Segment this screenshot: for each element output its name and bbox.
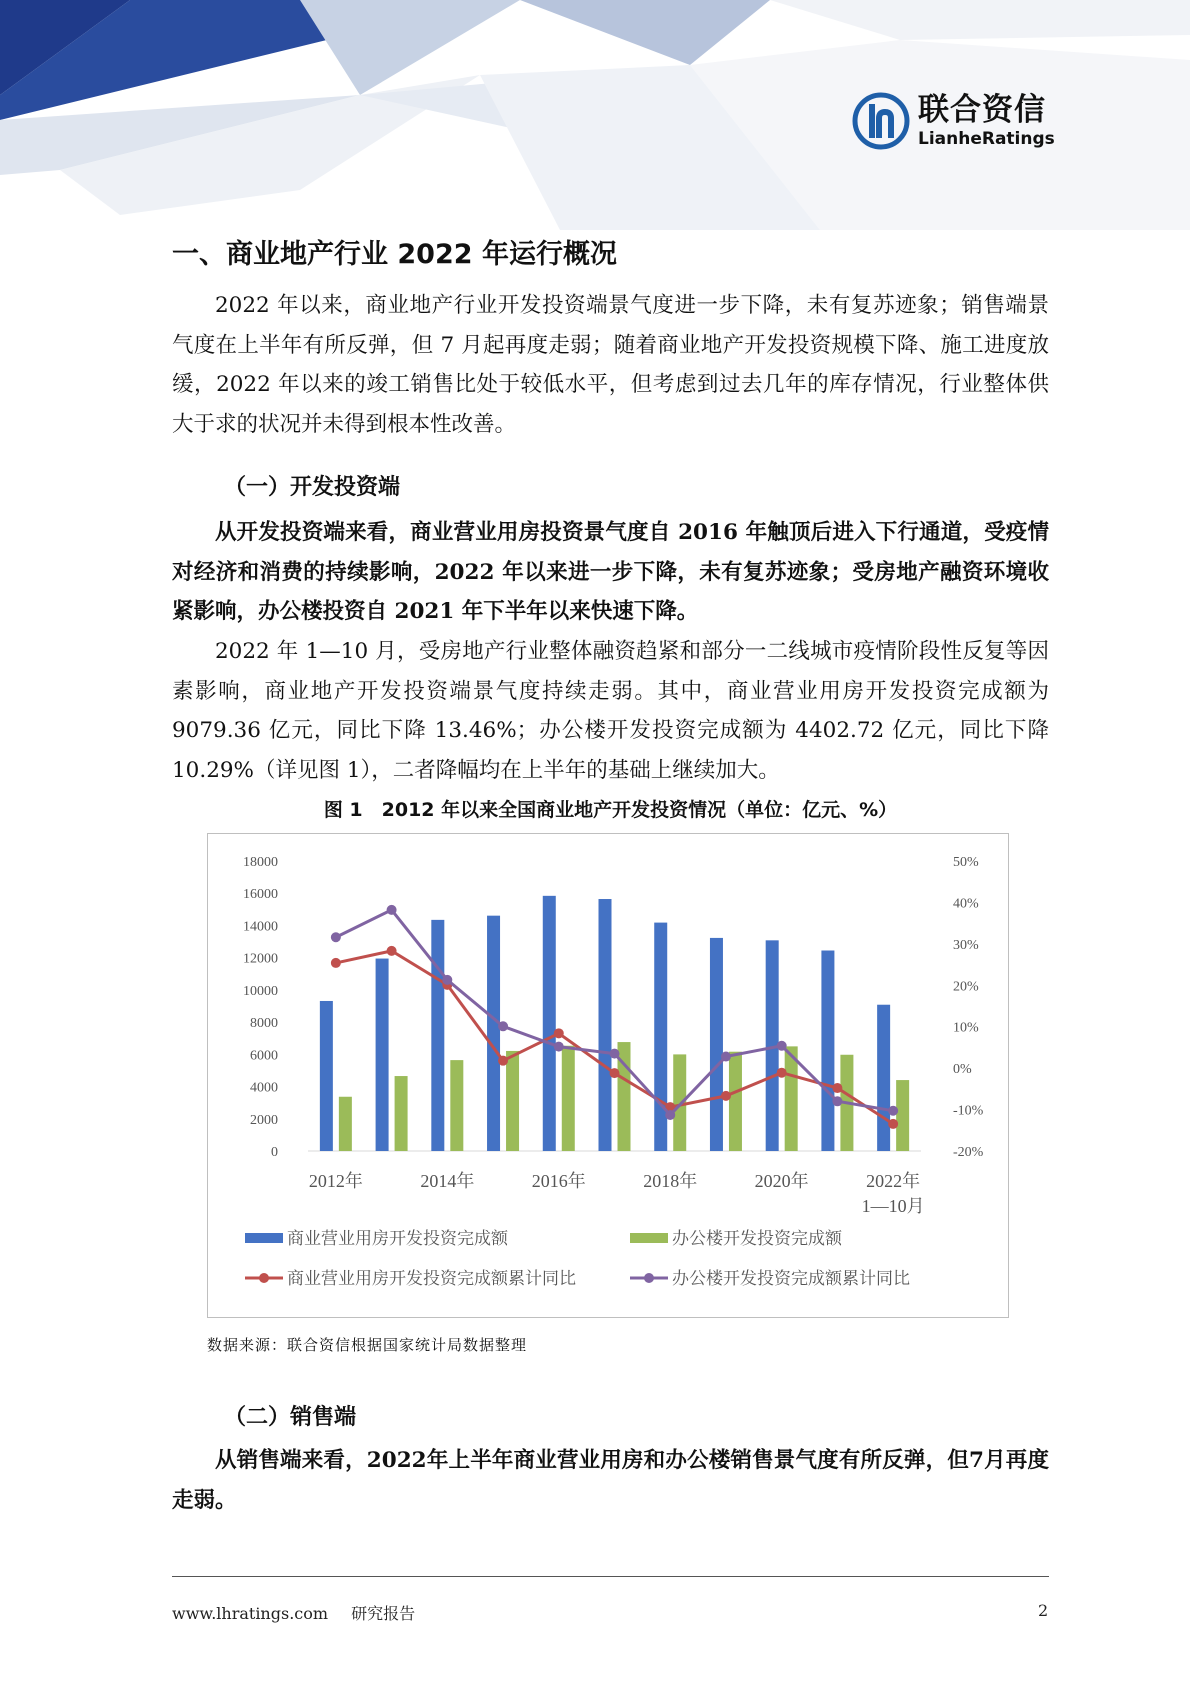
y-right-tick-label: 20% — [953, 979, 979, 995]
legend-marker — [259, 1273, 269, 1283]
bar-commercial-investment — [487, 916, 500, 1151]
investment-detail-paragraph: 2022 年 1—10 月，受房地产行业整体融资趋紧和部分一二线城市疫情阶段性反复等因素影响，商业地产开发投资端景气度持续走弱。其中，商业营业用房开发投资完成额为 9079.36 亿元，同比下降 13.46%；办公楼开发投资完成额为 4402.72 亿元，同比下降 10.29%（详见图 1），二者降幅均在上半年的基础上继续加大。 — [172, 639, 1049, 783]
sales-summary-paragraph: 从销售端来看，2022年上半年商业营业用房和办公楼销售景气度有所反弹，但7月再度走弱。 — [172, 1448, 1049, 1513]
footer-left — [172, 1601, 415, 1624]
subsection-title-investment: （一）开发投资端 — [224, 475, 401, 500]
point-office-yoy — [832, 1096, 842, 1106]
y-left-tick-label: 0 — [271, 1145, 278, 1160]
y-left-tick-label: 16000 — [243, 887, 278, 903]
x-tick-label: 2012年 — [308, 1171, 363, 1191]
point-commercial-yoy — [832, 1083, 842, 1093]
point-commercial-yoy — [554, 1028, 564, 1038]
y-left-tick-label: 8000 — [250, 1016, 278, 1032]
bar-office-investment — [339, 1097, 352, 1151]
y-right-tick-label: 30% — [953, 937, 979, 953]
bar-commercial-investment — [543, 896, 556, 1151]
line-office-yoy — [336, 910, 893, 1115]
intro-paragraph: 2022 年以来，商业地产行业开发投资端景气度进一步下降，未有复苏迹象；销售端景气度在上半年有所反弹，但 7 月起再度走弱；随着商业地产开发投资规模下降、施工进度放缓，2022 年以来的竣工销售比处于较低水平，但考虑到过去几年的库存情况，行业整体供大于求的状况并未得到根本性改善。 — [172, 293, 1049, 437]
bar-office-investment — [506, 1051, 519, 1151]
investment-chart — [208, 834, 1008, 1317]
y-right-tick-label: 40% — [953, 896, 979, 912]
point-office-yoy — [331, 932, 341, 942]
page-number: 2 — [1038, 1601, 1049, 1620]
legend-label: 办公楼开发投资完成额 — [672, 1229, 842, 1248]
footer-report-type: 研究报告 — [351, 1604, 416, 1623]
point-commercial-yoy — [331, 958, 341, 968]
point-office-yoy — [498, 1021, 508, 1031]
point-commercial-yoy — [387, 946, 397, 956]
bar-commercial-investment — [431, 920, 444, 1151]
bar-office-investment — [562, 1046, 575, 1151]
lianhe-logo-icon — [852, 92, 910, 150]
legend-swatch — [245, 1233, 283, 1243]
y-right-tick-label: -20% — [953, 1145, 984, 1160]
x-tick-label: 2016年 — [531, 1171, 586, 1191]
logo-en-text: LianheRatings — [918, 129, 1055, 149]
legend-marker — [644, 1273, 654, 1283]
bar-office-investment — [785, 1046, 798, 1151]
bar-office-investment — [673, 1054, 686, 1151]
point-commercial-yoy — [721, 1091, 731, 1101]
point-commercial-yoy — [498, 1056, 508, 1066]
y-right-tick-label: 0% — [953, 1062, 972, 1078]
y-left-tick-label: 12000 — [243, 951, 278, 967]
point-office-yoy — [610, 1049, 620, 1059]
legend-label: 商业营业用房开发投资完成额 — [287, 1229, 508, 1248]
legend-label: 办公楼开发投资完成额累计同比 — [672, 1269, 910, 1288]
y-left-tick-label: 18000 — [243, 855, 278, 870]
bar-office-investment — [729, 1052, 742, 1151]
company-logo — [852, 92, 1055, 150]
x-tick-label: 1—10月 — [861, 1196, 925, 1216]
footer-website-link[interactable]: www.lhratings.com — [172, 1604, 329, 1623]
y-left-tick-label: 14000 — [243, 919, 278, 935]
figure-source: 数据来源：联合资信根据国家统计局数据整理 — [207, 1336, 528, 1354]
y-left-tick-label: 10000 — [243, 983, 278, 999]
subsection-title-sales: （二）销售端 — [224, 1405, 357, 1430]
bar-commercial-investment — [654, 923, 667, 1151]
x-tick-label: 2014年 — [420, 1171, 475, 1191]
bar-commercial-investment — [376, 959, 389, 1151]
y-left-tick-label: 6000 — [250, 1048, 278, 1064]
y-left-tick-label: 4000 — [250, 1080, 278, 1096]
bar-office-investment — [896, 1080, 909, 1151]
chart-container — [207, 833, 1009, 1318]
bar-office-investment — [450, 1060, 463, 1151]
legend-label: 商业营业用房开发投资完成额累计同比 — [287, 1269, 576, 1288]
point-commercial-yoy — [777, 1068, 787, 1078]
bar-office-investment — [395, 1076, 408, 1151]
logo-cn-text: 联合资信 — [918, 92, 1046, 128]
point-commercial-yoy — [888, 1119, 898, 1129]
point-office-yoy — [888, 1106, 898, 1116]
line-commercial-yoy — [336, 951, 893, 1124]
y-left-tick-label: 2000 — [250, 1112, 278, 1128]
y-right-tick-label: 10% — [953, 1020, 979, 1036]
bar-commercial-investment — [599, 899, 612, 1151]
investment-summary-paragraph: 从开发投资端来看，商业营业用房投资景气度自 2016 年触顶后进入下行通道，受疫情对经济和消费的持续影响，2022 年以来进一步下降，未有复苏迹象；受房地产融资环境收紧影响，办公楼投资自 2021 年下半年以来快速下降。 — [172, 520, 1049, 624]
point-office-yoy — [554, 1042, 564, 1052]
point-office-yoy — [665, 1110, 675, 1120]
bar-commercial-investment — [877, 1005, 890, 1151]
x-tick-label: 2018年 — [643, 1171, 698, 1191]
point-office-yoy — [721, 1052, 731, 1062]
figure-title: 图 1 2012 年以来全国商业地产开发投资情况（单位：亿元、%） — [323, 799, 898, 821]
point-office-yoy — [442, 975, 452, 985]
y-right-tick-label: -10% — [953, 1103, 984, 1119]
bar-commercial-investment — [821, 950, 834, 1151]
point-office-yoy — [777, 1041, 787, 1051]
bar-commercial-investment — [320, 1001, 333, 1151]
x-tick-label: 2022年 — [866, 1171, 921, 1191]
section-title: 一、商业地产行业 2022 年运行概况 — [172, 239, 617, 270]
legend-swatch — [630, 1233, 668, 1243]
x-tick-label: 2020年 — [754, 1171, 809, 1191]
footer-divider — [172, 1576, 1049, 1577]
point-office-yoy — [387, 905, 397, 915]
point-commercial-yoy — [610, 1068, 620, 1078]
bar-commercial-investment — [710, 938, 723, 1151]
y-right-tick-label: 50% — [953, 855, 979, 870]
